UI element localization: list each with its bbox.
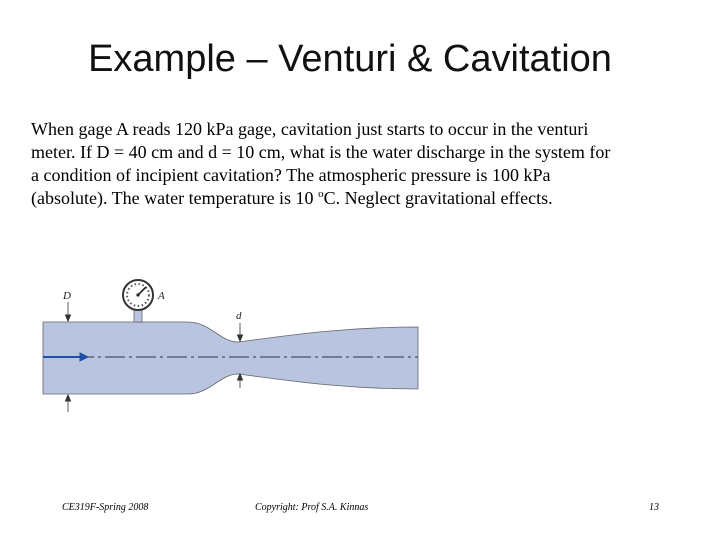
label-A: A xyxy=(158,290,165,302)
problem-line-4-end: C. Neglect gravitational effects. xyxy=(323,188,553,208)
problem-line-1: When gage A reads 120 kPa gage, cavitation just starts to occur in the venturi xyxy=(31,119,589,139)
problem-statement xyxy=(31,118,691,210)
pressure-gauge-icon xyxy=(123,280,153,310)
problem-line-2: meter. If D = 40 cm and d = 10 cm, what is the water discharge in the system for xyxy=(31,142,611,162)
degree-superscript: o xyxy=(318,188,324,200)
venturi-pipe xyxy=(43,322,418,394)
venturi-diagram xyxy=(38,275,428,425)
label-D: D xyxy=(63,290,71,302)
slide-title: Example – Venturi & Cavitation xyxy=(88,38,612,80)
label-d: d xyxy=(236,310,242,322)
problem-line-4 xyxy=(31,187,691,210)
footer-course: CE319F-Spring 2008 xyxy=(62,502,149,513)
problem-line-3: a condition of incipient cavitation? The atmospheric pressure is 100 kPa xyxy=(31,165,551,185)
problem-line-4-text: (absolute). The water temperature is 10 xyxy=(31,188,319,208)
footer-copyright: Copyright: Prof S.A. Kinnas xyxy=(255,502,369,513)
page-number: 13 xyxy=(649,502,659,513)
